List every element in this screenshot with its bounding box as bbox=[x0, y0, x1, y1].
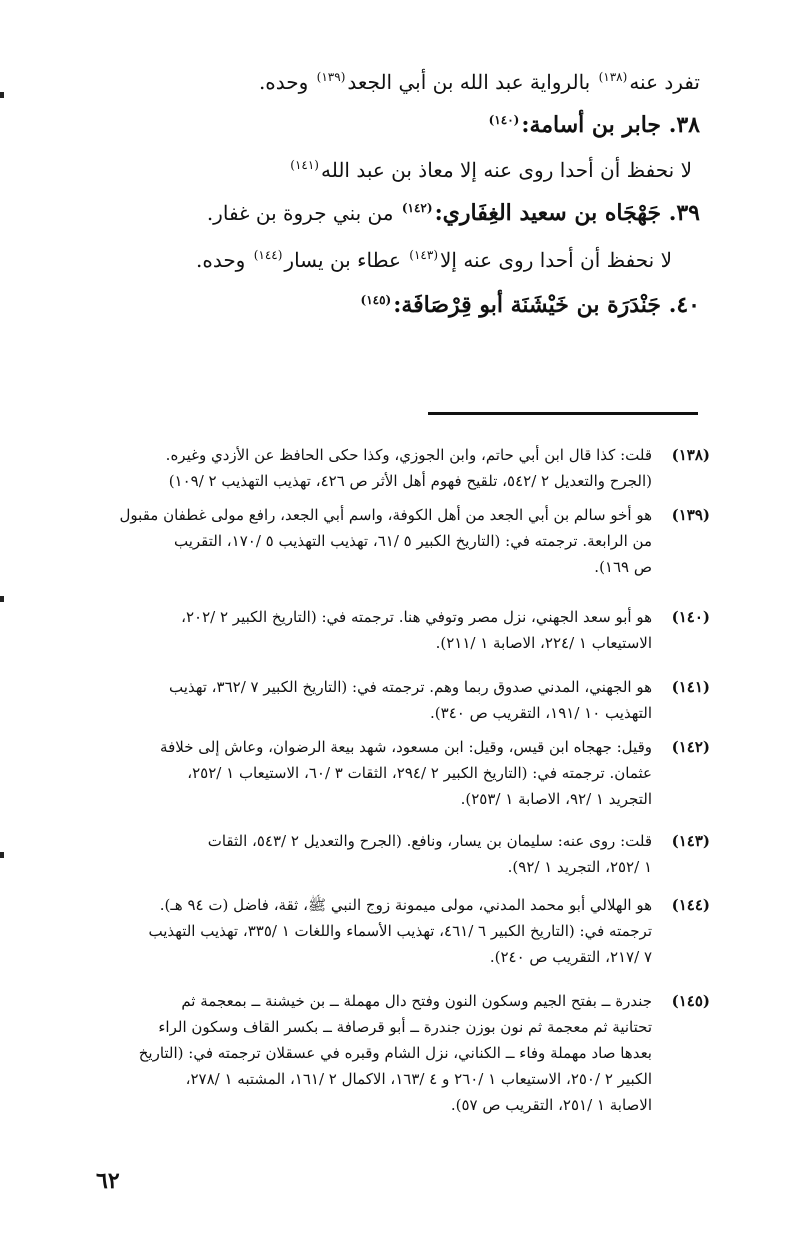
footnote-number: (١٣٩) bbox=[671, 506, 710, 524]
footnote-number: (١٤٣) bbox=[671, 832, 710, 850]
footnote-number: (١٣٨) bbox=[671, 446, 710, 464]
footnote-line: ٧ /٢١٧، التقريب ص ٢٤٠). bbox=[489, 948, 652, 966]
footnote-140 bbox=[60, 604, 710, 656]
footnote-number: (١٤١) bbox=[671, 678, 710, 696]
footnote-line: تحتانية ثم معجمة ثم نون بوزن جندرة ــ أبو قرصافة ــ بكسر القاف وسكون الراء bbox=[158, 1018, 652, 1036]
footnote-line: هو الجهني، المدني صدوق ربما وهم. ترجمته في: (التاريخ الكبير ٧ /٣٦٢، تهذيب bbox=[169, 678, 652, 696]
footnote-line: ترجمته في: (التاريخ الكبير ٦ /٤٦١، تهذيب الأسماء واللغات ١ /٣٣٥، تهذيب التهذيب bbox=[148, 922, 652, 940]
footnote-number: (١٤٢) bbox=[671, 738, 710, 756]
text-line-1: تفرد عنه$^{(١٣٨)}$ بالرواية عبد الله بن أبي الجعد$^{(١٣٩)}$ وحده. bbox=[258, 70, 700, 94]
footnote-ref[interactable]: (١٣٨) bbox=[598, 70, 628, 85]
footnote-145 bbox=[60, 988, 710, 1118]
footnote-144 bbox=[60, 892, 710, 970]
footnote-ref[interactable]: (١٤٣) bbox=[409, 248, 439, 263]
footnote-line: الاستيعاب ١ /٢٢٤، الاصابة ١ /٢١١). bbox=[435, 634, 652, 652]
margin-mark bbox=[0, 852, 4, 858]
text-line-3: لا نحفظ أن أحدا روى عنه إلا معاذ بن عبد الله$^{(١٤١)}$ bbox=[290, 158, 692, 182]
entry-38-heading: ٣٨. جابر بن أسامة:$^{(١٤٠)}$ bbox=[488, 112, 700, 138]
footnote-number: (١٤٤) bbox=[671, 896, 710, 914]
footnote-line: عثمان. ترجمته في: (التاريخ الكبير ٢ /٢٩٤، الثقات ٣ /٦٠، الاستيعاب ١ /٢٥٢، bbox=[187, 764, 652, 782]
footnote-line: هو أبو سعد الجهني، نزل مصر وتوفي هنا. ترجمته في: (التاريخ الكبير ٢ /٢٠٢، bbox=[181, 608, 652, 626]
footnote-143 bbox=[60, 828, 710, 880]
margin-mark bbox=[0, 596, 4, 602]
footnote-number: (١٤٠) bbox=[671, 608, 710, 626]
footnote-line: الاصابة ١ /٢٥١، التقريب ص ٥٧). bbox=[450, 1096, 652, 1114]
footnote-ref[interactable]: (١٤٠) bbox=[488, 112, 520, 127]
footnote-ref[interactable]: (١٤٥) bbox=[360, 292, 392, 307]
footnote-line: (الجرح والتعديل ٢ /٥٤٢، تلقيح فهوم أهل الأثر ص ٤٢٦، تهذيب التهذيب ٢ /١٠٩) bbox=[168, 472, 652, 490]
footnote-number: (١٤٥) bbox=[671, 992, 710, 1010]
footnote-line: وقيل: جهجاه ابن قيس، وقيل: ابن مسعود، شهد بيعة الرضوان، وعاش إلى خلافة bbox=[160, 738, 652, 756]
margin-mark bbox=[0, 92, 4, 98]
footnote-line: هو أخو سالم بن أبي الجعد من أهل الكوفة، واسم أبي الجعد، رافع مولى غطفان مقبول bbox=[119, 506, 652, 524]
footnote-line: ١ /٢٥٢، التجريد ١ /٩٢). bbox=[507, 858, 652, 876]
footnote-139 bbox=[60, 502, 710, 580]
entry-40-heading: ٤٠. جَنْدَرَة بن خَيْشَنَة أبو قِرْصَافَة:$^{(١٤٥)}$ bbox=[360, 292, 700, 318]
footnote-ref[interactable]: (١٤١) bbox=[290, 158, 319, 173]
footnote-line: قلت: كذا قال ابن أبي حاتم، وابن الجوزي، وكذا حكى الحافظ عن الأزدي وغيره. bbox=[165, 446, 652, 464]
footnote-141 bbox=[60, 674, 710, 726]
footnote-separator bbox=[428, 412, 698, 415]
footnote-line: هو الهلالي أبو محمد المدني، مولى ميمونة زوج النبي ﷺ، ثقة، فاضل (ت ٩٤ هـ). bbox=[159, 896, 652, 914]
footnote-line: ص ١٦٩). bbox=[594, 558, 652, 576]
footnote-line: بعدها صاد مهملة وفاء ــ الكناني، نزل الشام وقبره في عسقلان ترجمته في: (التاريخ bbox=[138, 1044, 652, 1062]
footnote-line: من الرابعة. ترجمته في: (التاريخ الكبير ٥ /٦١، تهذيب التهذيب ٥ /١٧٠، التقريب bbox=[174, 532, 652, 550]
entry-39-heading: ٣٩. جَهْجَاه بن سعيد الغِفَاري:$^{(١٤٢)}$ من بني جروة بن غفار. bbox=[206, 200, 700, 226]
footnote-ref[interactable]: (١٣٩) bbox=[316, 70, 346, 85]
footnote-line: التهذيب ١٠ /١٩١، التقريب ص ٣٤٠). bbox=[430, 704, 652, 722]
footnote-ref[interactable]: (١٤٤) bbox=[253, 248, 283, 263]
text-line-5: لا نحفظ أن أحدا روى عنه إلا$^{(١٤٣)}$ عطاء بن يسار$^{(١٤٤)}$ وحده. bbox=[195, 248, 672, 272]
page-number: ٦٢ bbox=[96, 1168, 120, 1194]
footnote-line: التجريد ١ /٩٢، الاصابة ١ /٢٥٣). bbox=[460, 790, 652, 808]
footnote-138 bbox=[60, 442, 710, 494]
footnote-line: جندرة ــ بفتح الجيم وسكون النون وفتح دال مهملة ــ بن خيشنة ــ بمعجمة ثم bbox=[181, 992, 652, 1010]
footnote-ref[interactable]: (١٤٢) bbox=[401, 200, 433, 215]
footnote-line: قلت: روى عنه: سليمان بن يسار، ونافع. (الجرح والتعديل ٢ /٥٤٣، الثقات bbox=[207, 832, 652, 850]
footnote-142 bbox=[60, 734, 710, 812]
footnote-line: الكبير ٢ /٢٥٠، الاستيعاب ١ /٢٦٠ و ٤ /١٦٣، الاكمال ٢ /١٦١، المشتبه ١ /٢٧٨، bbox=[185, 1070, 652, 1088]
